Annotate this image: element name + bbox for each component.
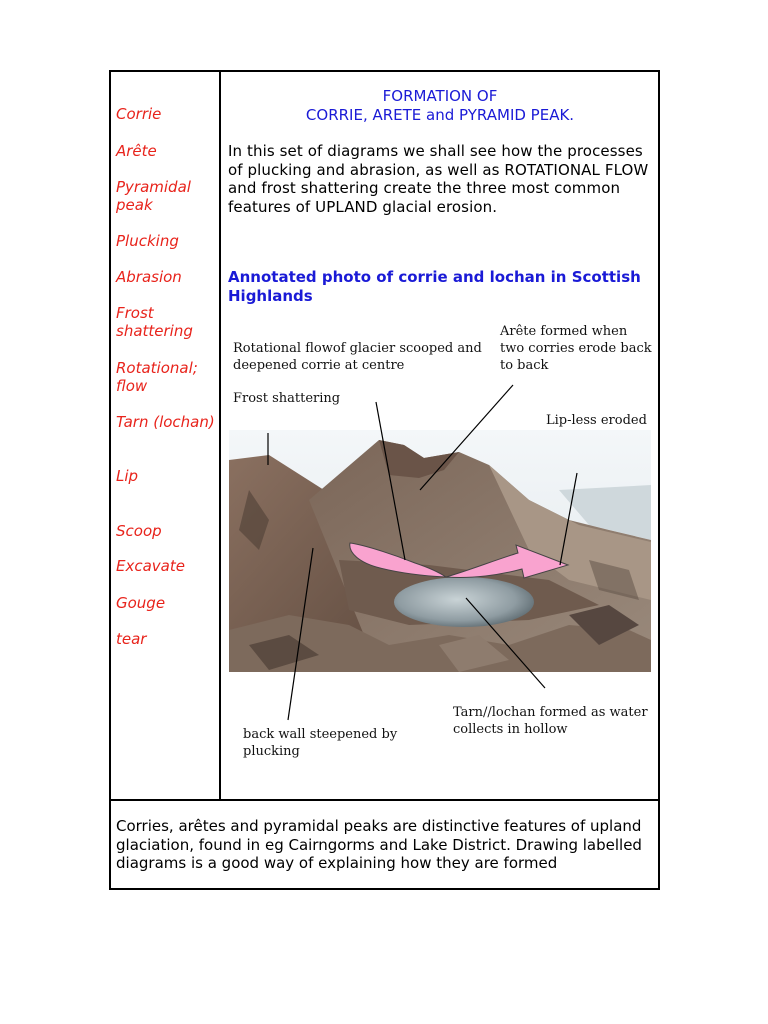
title-line-1: FORMATION OF [382, 87, 498, 105]
title-line-2: CORRIE, ARETE and PYRAMID PEAK. [305, 106, 575, 124]
leader-tarn [466, 598, 545, 688]
leader-arete [420, 385, 513, 490]
footer-summary: Corries, arêtes and pyramidal peaks are distinctive features of upland glaciation, found in eg Cairngorms and Lake District. Drawing labelled diagrams is a good way of explaining how they are formed [116, 817, 642, 872]
term-gouge: Gouge [116, 594, 166, 612]
term-rotational-flow: Rotational; flow [116, 359, 198, 395]
term-tear: tear [116, 630, 147, 648]
rotation-arrow-left [350, 543, 446, 577]
term-arete: Arête [116, 142, 157, 160]
photo-subheading: Annotated photo of corrie and lochan in Scottish Highlands [228, 268, 641, 305]
term-abrasion: Abrasion [116, 268, 182, 286]
annotation-frost-shattering: Frost shattering [233, 391, 341, 406]
term-scoop: Scoop [116, 522, 162, 540]
annotation-back-wall: back wall steepened by plucking [243, 727, 398, 759]
leader-back-wall [288, 548, 313, 720]
term-frost-shattering: Frost shattering [116, 304, 193, 340]
term-tarn: Tarn (lochan) [116, 413, 215, 431]
term-pyramidal-peak: Pyramidal peak [116, 178, 191, 214]
leader-lip [560, 473, 577, 565]
annotation-tarn: Tarn//lochan formed as water collects in hollow [453, 705, 648, 737]
annotation-lip: Lip-less eroded [546, 413, 647, 428]
term-lip: Lip [116, 467, 139, 485]
annotation-rotational-flow: Rotational flowof glacier scooped and deepened corrie at centre [233, 341, 482, 373]
term-corrie: Corrie [116, 105, 162, 123]
intro-paragraph: In this set of diagrams we shall see how the processes of plucking and abrasion, as well as ROTATIONAL FLOW and frost shattering create the three most common features of UPLAND glacial erosion. [228, 142, 649, 216]
rotation-arrow-right [446, 545, 568, 578]
annotation-arete: Arête formed when two corries erode back to back [500, 324, 652, 373]
term-excavate: Excavate [116, 557, 185, 575]
leader-rotational-flow [376, 402, 405, 560]
term-plucking: Plucking [116, 232, 179, 250]
